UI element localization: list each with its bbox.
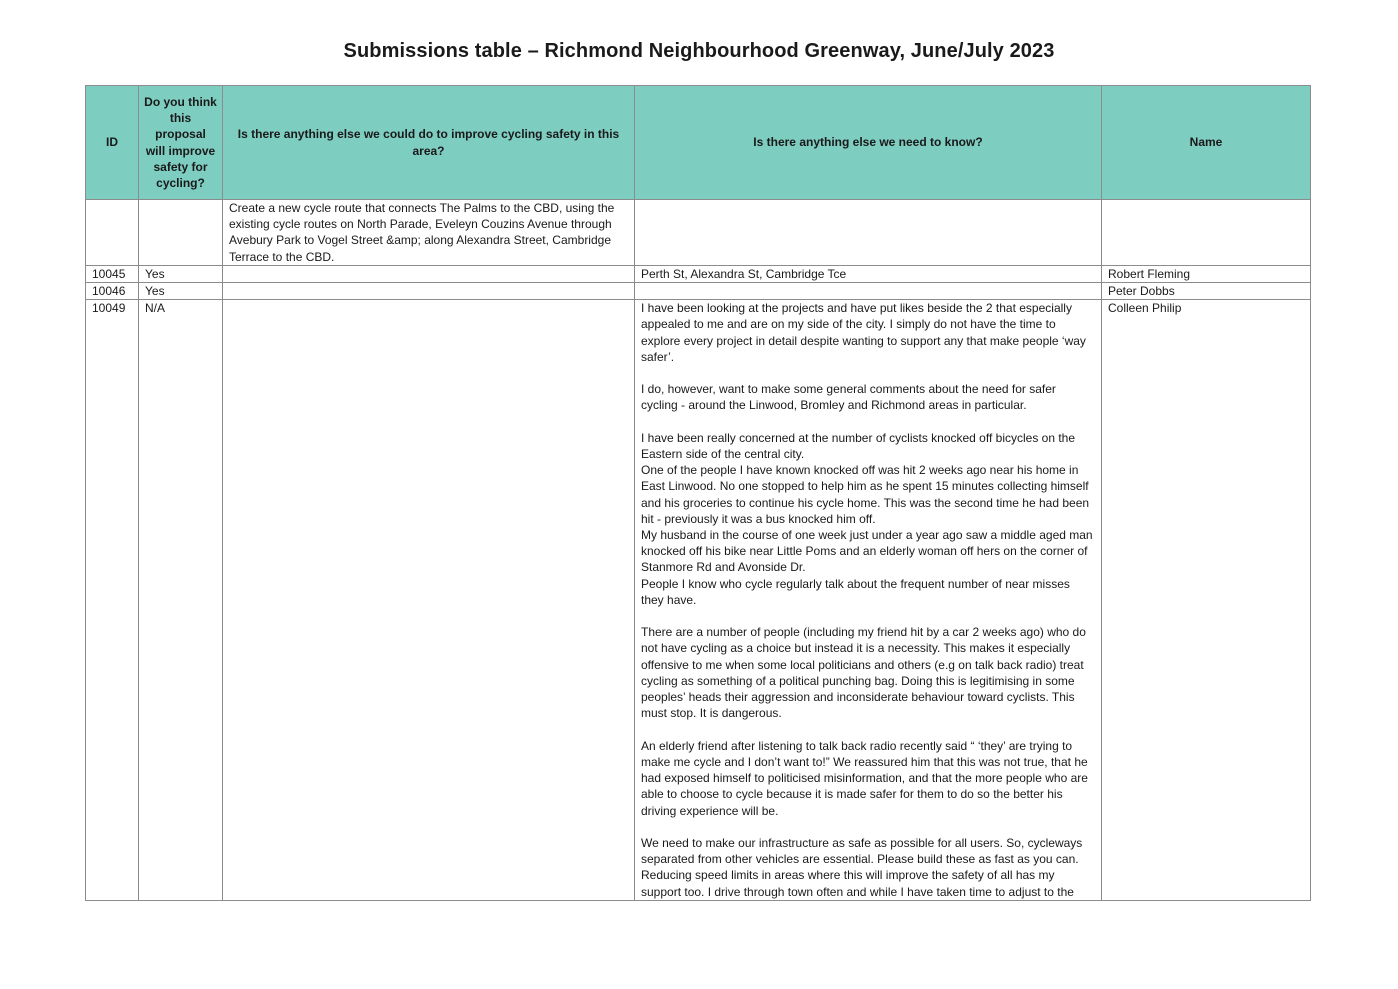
cell-need-know: [635, 300, 1102, 901]
cell-need-know: [635, 283, 1102, 300]
cell-improve: [139, 200, 223, 266]
header-anything-else-know: Is there anything else we need to know?: [635, 86, 1102, 200]
cell-need-know: Perth St, Alexandra St, Cambridge Tce: [635, 265, 1102, 282]
cell-improve: Yes: [139, 283, 223, 300]
cell-else-improve: [223, 300, 635, 901]
cell-id: 10045: [86, 265, 139, 282]
cell-id: 10046: [86, 283, 139, 300]
page-title: Submissions table – Richmond Neighbourhood Greenway, June/July 2023: [343, 40, 1055, 62]
submissions-table: [85, 85, 1311, 901]
cell-id: [86, 200, 139, 266]
table-row: [86, 265, 1311, 282]
header-improve-safety: Do you think this proposal will improve safety for cycling?: [139, 86, 223, 200]
cell-else-improve: [223, 283, 635, 300]
header-anything-else-improve: Is there anything else we could do to improve cycling safety in this area?: [223, 86, 635, 200]
table-row: [86, 200, 1311, 266]
cell-improve: N/A: [139, 300, 223, 901]
cell-need-know: [635, 200, 1102, 266]
cell-name: Robert Fleming: [1102, 265, 1311, 282]
cell-else-improve: [223, 265, 635, 282]
header-name: Name: [1102, 86, 1311, 200]
table-header-row: [86, 86, 1311, 200]
cell-improve: Yes: [139, 265, 223, 282]
header-id: ID: [86, 86, 139, 200]
cell-id: 10049: [86, 300, 139, 901]
table-row: [86, 300, 1311, 901]
cell-need-know-text: I have been looking at the projects and have put likes beside the 2 that especially appealed to me and are on my side of the city. I simply do not have the time to explore every project in detail despite wanting to support any that make people ‘way safer’. I do, however, want to make some general comments about the need for safer cycling - around the Linwood, Bromley and Richmond areas in particular. I have been really concerned at the number of cyclists knocked off bicycles on the Eastern side of the central city. One of the people I have known knocked off was hit 2 weeks ago near his home in East Linwood. No one stopped to help him as he spent 15 minutes collecting himself and his groceries to continue his cycle home. This was the second time he had been hit - previously it was a bus knocked him off. My husband in the course of one week just under a year ago saw a middle aged man knocked off his bike near Little Poms and an elderly woman off hers on the corner of Stanmore Rd and Avonside Dr. People I know who cycle regularly talk about the frequent number of near misses they have. There are a number of people (including my friend hit by a car 2 weeks ago) who do not have cycling as a choice but instead it is a necessity. This makes it especially offensive to me when some local politicians and others (e.g on talk back radio) treat cycling as something of a political punching bag. Doing this is legitimising in some peoples’ heads their aggression and inconsiderate behaviour toward cyclists. This must stop. It is dangerous. An elderly friend after listening to talk back radio recently said “ ‘they’ are trying to make me cycle and I don’t want to!” We reassured him that this was not true, that he had exposed himself to politicised misinformation, and that the more people who are able to choose to cycle because it is made safer for them to do so the better his driving experience will be. We need to make our infrastructure as safe as possible for all users. So, cycleways separated from other vehicles are essential. Please build these as fast as you can. Reducing speed limits in areas where this will improve the safety of all has my support too. I drive through town often and while I have taken time to adjust to the: [641, 301, 1093, 899]
cell-name: Colleen Philip: [1102, 300, 1311, 901]
cell-name: [1102, 200, 1311, 266]
cell-else-improve: Create a new cycle route that connects The Palms to the CBD, using the existing cycle routes on North Parade, Eveleyn Couzins Avenue through Avebury Park to Vogel Street &amp; along Alexandra Street, Cambridge Terrace to the CBD.: [223, 200, 635, 266]
cell-name: Peter Dobbs: [1102, 283, 1311, 300]
table-row: [86, 283, 1311, 300]
